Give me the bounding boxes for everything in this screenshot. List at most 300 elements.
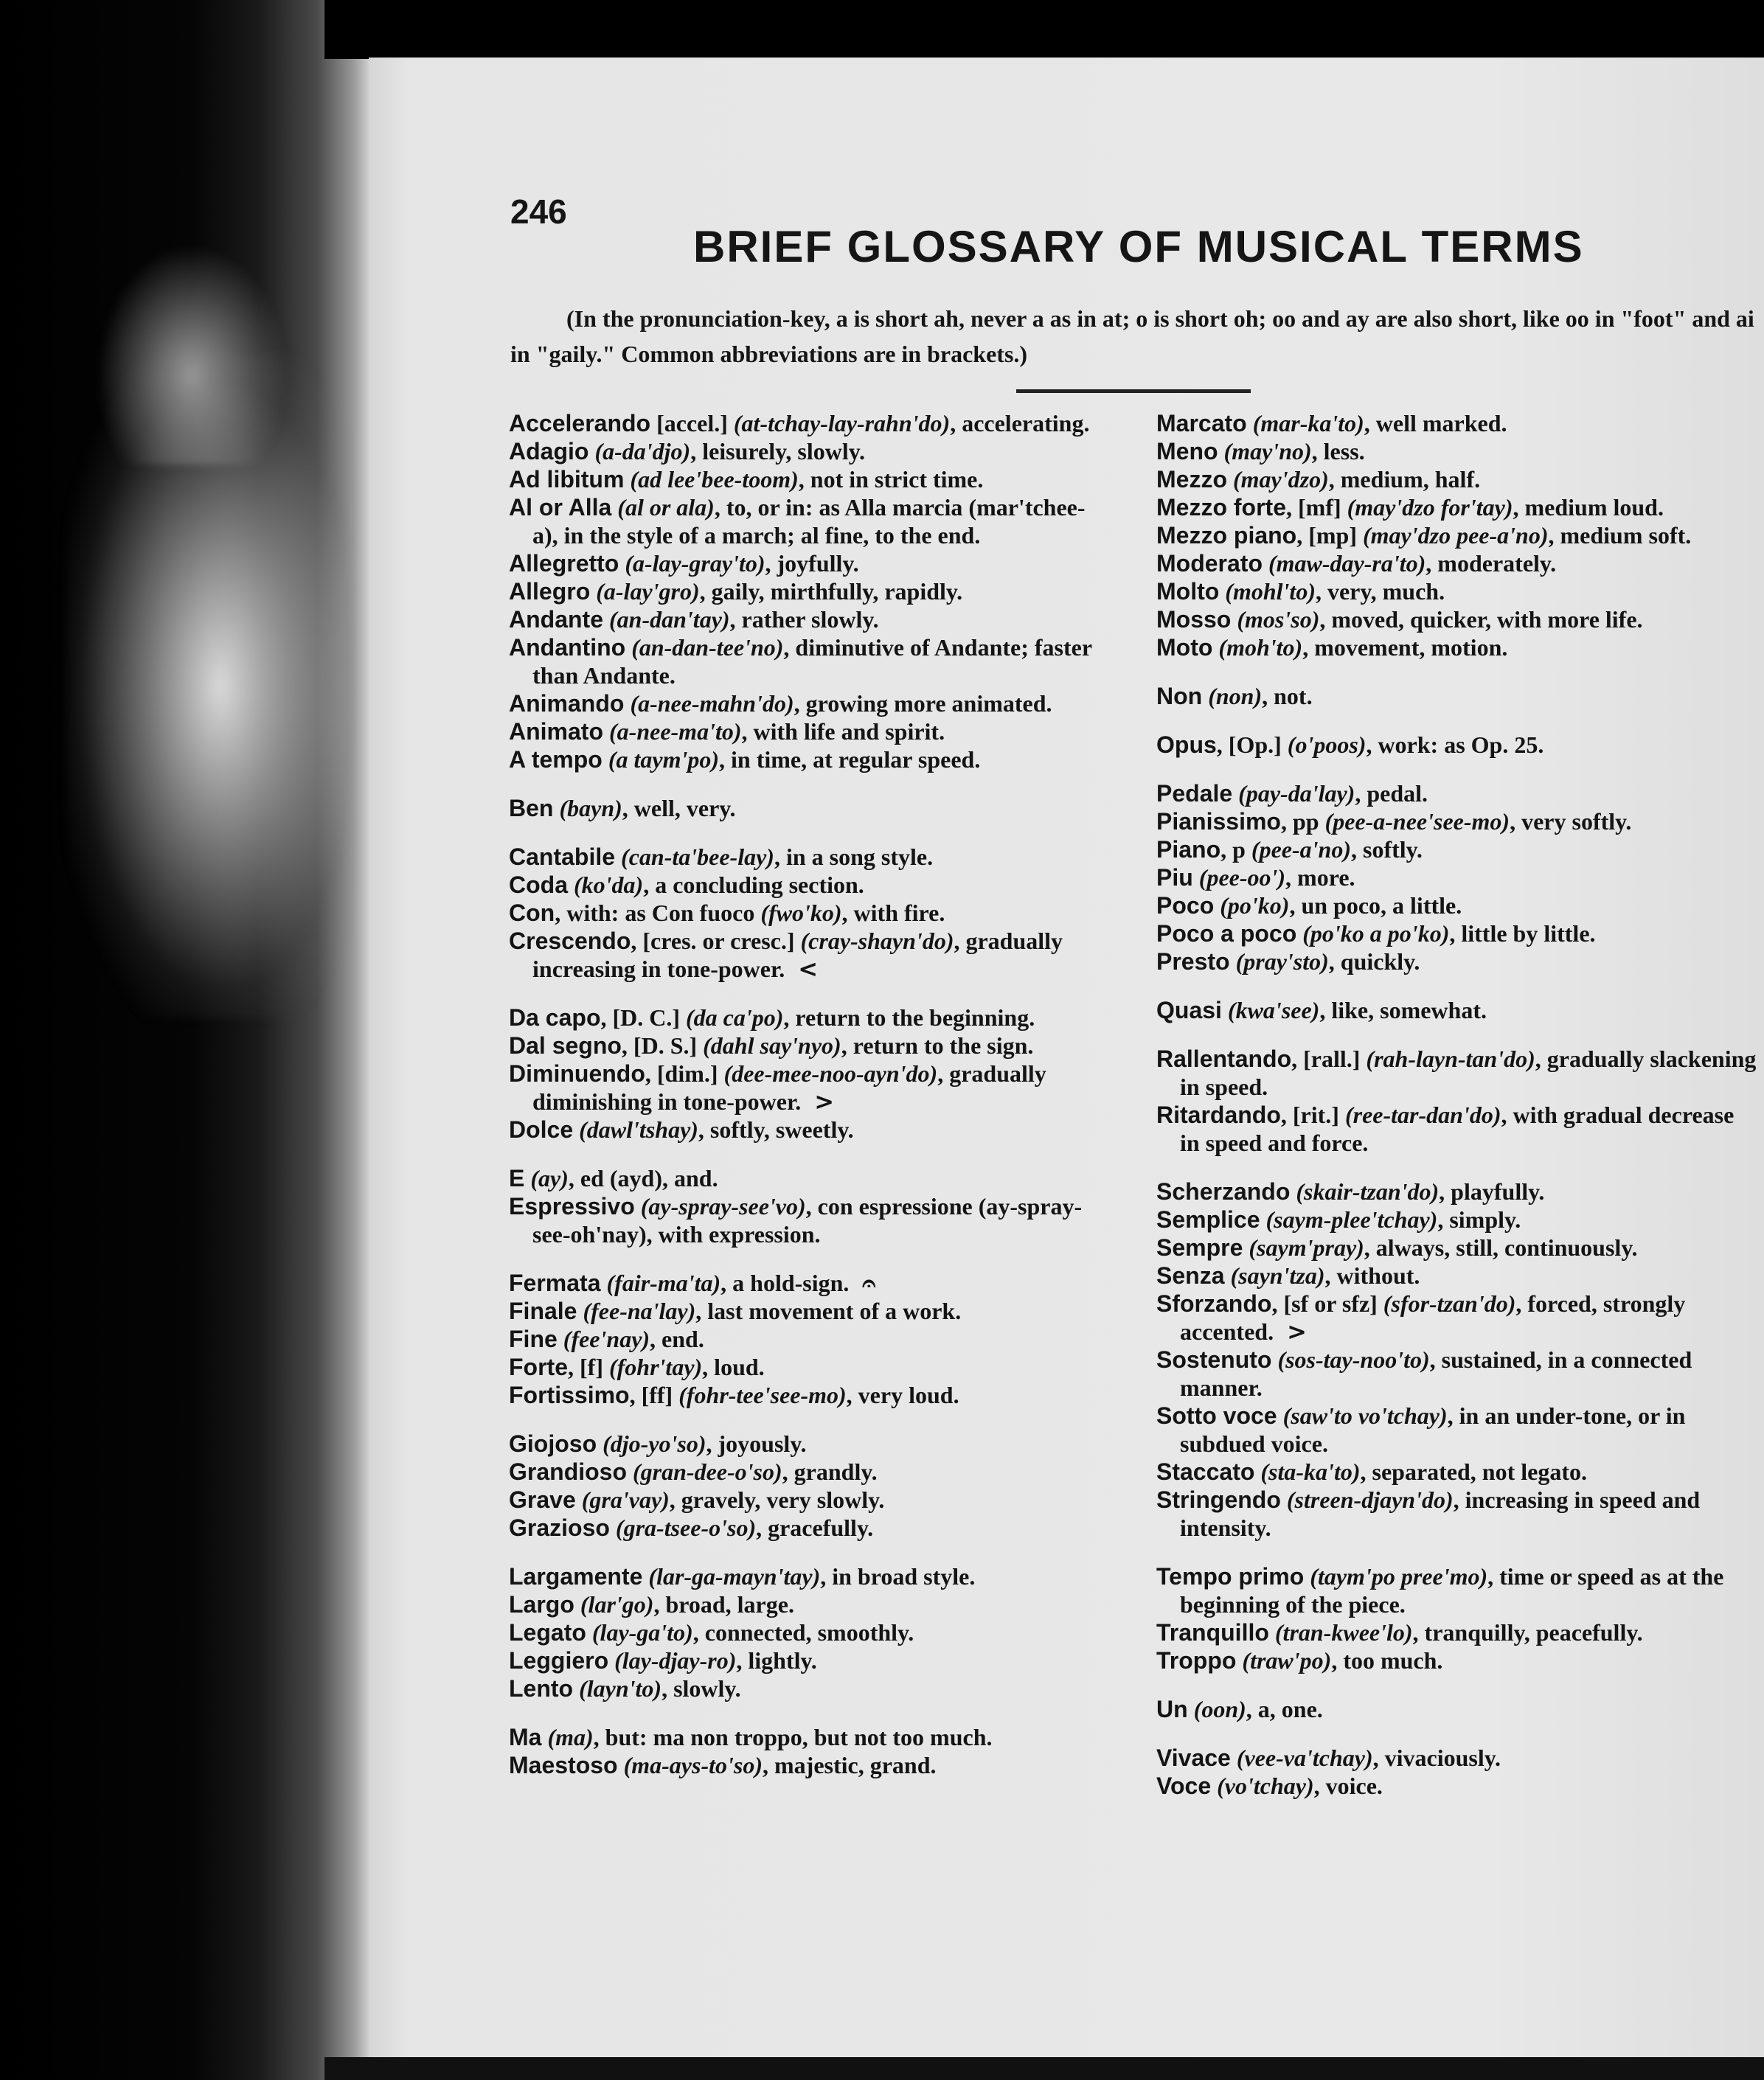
glossary-term: Finale (509, 1298, 577, 1324)
abbreviation (627, 1458, 633, 1485)
pronunciation: (vo'tchay) (1217, 1773, 1314, 1799)
definition: , more. (1285, 864, 1355, 891)
glossary-entry (509, 843, 1099, 871)
glossary-entry (509, 689, 1099, 717)
glossary-term: Ritardando (1156, 1102, 1281, 1128)
glossary-term: Scherzando (1156, 1178, 1291, 1205)
glossary-term: Moderato (1156, 550, 1263, 577)
glossary-term: Grave (509, 1486, 576, 1513)
glossary-entry (1156, 1486, 1757, 1542)
abbreviation: , [rit.] (1280, 1102, 1345, 1128)
pronunciation: (tran-kwee'lo) (1274, 1619, 1413, 1646)
notation-symbol: > (814, 1088, 835, 1116)
abbreviation (1230, 948, 1236, 975)
glossary-term: Dal segno (509, 1032, 622, 1059)
glossary-term: Espressivo (509, 1193, 635, 1220)
glossary-term: Sempre (1156, 1234, 1243, 1261)
glossary-entry (1156, 1646, 1757, 1674)
glossary-entry (509, 1060, 1099, 1116)
glossary-entry (509, 1486, 1099, 1514)
definition: , voice. (1313, 1773, 1383, 1799)
pronunciation: (pee-a-nee'see-mo) (1324, 808, 1510, 835)
pronunciation: (may'dzo pee-a'no) (1362, 522, 1549, 549)
abbreviation (1269, 1619, 1275, 1646)
definition: , gravely, very slowly. (669, 1486, 885, 1513)
glossary-term: Largo (509, 1591, 574, 1618)
glossary-term: Con (509, 900, 555, 926)
pronunciation: (cray-shayn'do) (800, 928, 954, 954)
glossary-entry (509, 1032, 1099, 1060)
abbreviation: , [D. S.] (621, 1032, 704, 1059)
glossary-term: Allegretto (509, 550, 619, 577)
pronunciation: (fwo'ko) (760, 900, 842, 926)
definition: , moderately. (1426, 550, 1557, 577)
abbreviation (610, 1514, 616, 1541)
glossary-entry (1156, 633, 1757, 661)
abbreviation (1231, 1745, 1237, 1771)
definition: , accelerating. (950, 410, 1090, 436)
pronunciation: (a-da'djo) (594, 438, 691, 465)
definition: , ed (ayd), and. (568, 1165, 718, 1192)
glossary-entry (1156, 1045, 1757, 1101)
glossary-term: Tranquillo (1156, 1619, 1269, 1646)
glossary-entry (509, 717, 1099, 745)
definition: , with gradual decrease in speed and force. (1180, 1102, 1735, 1156)
definition: , not. (1262, 683, 1313, 709)
definition: , forced, strongly accented. (1180, 1290, 1686, 1345)
page-number: 246 (510, 192, 567, 231)
pronunciation: (saw'to vo'tchay) (1282, 1402, 1448, 1429)
abbreviation: , [sf or sfz] (1271, 1290, 1383, 1317)
pronunciation: (pray'sto) (1235, 948, 1329, 975)
pronunciation: (may'dzo for'tay) (1347, 494, 1513, 521)
divider-rule (1016, 389, 1251, 393)
glossary-entry (1156, 863, 1757, 891)
definition: , majestic, grand. (763, 1752, 937, 1778)
glossary-term: Al or Alla (509, 494, 612, 521)
pronunciation: (moh'to) (1218, 634, 1303, 661)
pronunciation: (al or ala) (617, 494, 715, 521)
glossary-entry (1156, 835, 1757, 863)
definition: , work: as Op. 25. (1366, 731, 1544, 758)
definition: , quickly. (1328, 948, 1420, 975)
glossary-entry (1156, 731, 1757, 759)
abbreviation (618, 1752, 624, 1778)
scan-top-border (324, 0, 1764, 59)
definition: , gradually diminishing in tone-power. (532, 1060, 1046, 1115)
pronunciation: (a-nee-mahn'do) (630, 690, 794, 717)
abbreviation (608, 1647, 614, 1674)
abbreviation (568, 872, 574, 898)
definition: , always, still, continuously. (1364, 1234, 1638, 1261)
glossary-entry (509, 437, 1099, 465)
definition: , a hold-sign. (720, 1270, 850, 1296)
definition: , softly. (1350, 836, 1423, 863)
notation-symbol: < (798, 955, 819, 983)
glossary-entry (1156, 1458, 1757, 1486)
glossary-entry (509, 409, 1099, 437)
abbreviation: , [D. C.] (600, 1004, 687, 1031)
definition: , with life and spirit. (741, 718, 945, 745)
glossary-entry (1156, 577, 1757, 605)
abbreviation (1222, 997, 1228, 1023)
pronunciation: (dawl'tshay) (579, 1116, 698, 1143)
pronunciation: (fohr'tay) (608, 1354, 703, 1380)
pronunciation: (taym'po pree'mo) (1310, 1563, 1488, 1590)
abbreviation (615, 844, 621, 870)
pronunciation-key-note: (In the pronunciation-key, a is short ah, never a as in at; o is short oh; oo and ay are also short, like oo in "foot" and ai in "gaily." Common abbreviations are in brackets.) (510, 305, 1754, 367)
pronunciation: (po'ko a po'ko) (1302, 920, 1450, 947)
glossary-term: Maestoso (509, 1752, 618, 1778)
glossary-term: Semplice (1156, 1206, 1260, 1233)
glossary-entry (1156, 549, 1757, 577)
glossary-left-column (509, 409, 1099, 1779)
pronunciation: (djo-yo'so) (603, 1430, 706, 1457)
glossary-term: Animando (509, 690, 625, 717)
pronunciation: (oon) (1193, 1696, 1246, 1722)
glossary-entry (1156, 1695, 1757, 1723)
pronunciation: (pay-da'lay) (1238, 780, 1355, 807)
glossary-entry (509, 577, 1099, 605)
definition: , rather slowly. (729, 606, 879, 633)
definition: , very, much. (1315, 578, 1445, 605)
definition: , increasing in speed and intensity. (1180, 1486, 1701, 1541)
glossary-term: Un (1156, 1696, 1188, 1722)
glossary-entry (1156, 807, 1757, 835)
glossary-entry (509, 633, 1099, 689)
abbreviation (1218, 438, 1224, 465)
pronunciation: (mos'so) (1237, 606, 1320, 633)
glossary-term: Adagio (509, 438, 589, 465)
glossary-entry (509, 927, 1099, 983)
pronunciation: (a-nee-ma'to) (609, 718, 742, 745)
definition: , vivaciously. (1372, 1745, 1501, 1771)
pronunciation: (ree-tar-dan'do) (1344, 1102, 1501, 1128)
glossary-entry (509, 1381, 1099, 1409)
glossary-entry (509, 745, 1099, 773)
pronunciation: (o'poos) (1287, 731, 1367, 758)
definition: , connected, smoothly. (692, 1619, 914, 1646)
glossary-term: Sostenuto (1156, 1346, 1272, 1373)
glossary-term: Piu (1156, 864, 1193, 891)
definition: , growing more animated. (794, 690, 1052, 717)
abbreviation (635, 1193, 641, 1220)
glossary-term: Sforzando (1156, 1290, 1272, 1317)
pronunciation: (sos-tay-noo'to) (1277, 1346, 1430, 1373)
abbreviation (586, 1619, 592, 1646)
definition: , diminutive of Andante; faster than Andante. (532, 634, 1092, 689)
glossary-entry (1156, 465, 1757, 493)
glossary-term: Leggiero (509, 1647, 609, 1674)
definition: , leisurely, slowly. (690, 438, 865, 465)
pronunciation: (dee-mee-noo-ayn'do) (723, 1060, 938, 1087)
pronunciation: (fee'nay) (563, 1326, 650, 1352)
glossary-term: Sotto voce (1156, 1402, 1277, 1429)
glossary-entry (509, 465, 1099, 493)
glossary-entry (509, 1618, 1099, 1646)
definition: , tranquilly, peacefully. (1412, 1619, 1643, 1646)
definition: , moved, quicker, with more life. (1319, 606, 1643, 633)
glossary-term: Grandioso (509, 1458, 628, 1485)
glossary-entry (1156, 1290, 1757, 1346)
glossary-term: Piano (1156, 836, 1221, 863)
abbreviation (1188, 1696, 1194, 1722)
glossary-term: Poco a poco (1156, 920, 1297, 947)
pronunciation: (fee-na'lay) (583, 1298, 696, 1324)
glossary-term: Pianissimo (1156, 808, 1281, 835)
definition: , joyously. (706, 1430, 807, 1457)
definition: , in time, at regular speed. (719, 746, 981, 773)
glossary-term: E (509, 1165, 525, 1192)
glossary-term: Cantabile (509, 844, 616, 870)
definition: , gradually slackening in speed. (1180, 1046, 1757, 1100)
pronunciation: (da ca'po) (686, 1004, 784, 1031)
glossary-term: Da capo (509, 1004, 601, 1031)
pronunciation: (ma) (547, 1724, 594, 1750)
glossary-entry (1156, 779, 1757, 807)
glossary-term: Ben (509, 795, 554, 821)
glossary-term: Allegro (509, 578, 591, 605)
glossary-entry (509, 1674, 1099, 1702)
abbreviation (625, 634, 631, 661)
pronunciation: (a-lay'gro) (596, 578, 700, 605)
pronunciation: (may'dzo) (1233, 466, 1329, 493)
definition: , separated, not legato. (1360, 1458, 1587, 1485)
definition: , in broad style. (820, 1563, 976, 1590)
glossary-term: A tempo (509, 746, 603, 773)
abbreviation (601, 1270, 607, 1296)
glossary-term: Legato (509, 1619, 586, 1646)
glossary-term: Ma (509, 1724, 542, 1750)
glossary-term: Molto (1156, 578, 1220, 605)
definition: , in a song style. (774, 844, 934, 870)
glossary-entry (1156, 919, 1757, 947)
glossary-entry (509, 493, 1099, 549)
definition: , return to the sign. (841, 1032, 1034, 1059)
notation-symbol: 𝄐 (862, 1269, 876, 1297)
definition: , return to the beginning. (783, 1004, 1035, 1031)
abbreviation: , [mp] (1296, 522, 1363, 549)
glossary-term: Poco (1156, 892, 1215, 919)
glossary-entry (1156, 1772, 1757, 1800)
glossary-term: Stringendo (1156, 1486, 1281, 1513)
definition: , medium soft. (1548, 522, 1692, 549)
abbreviation: , [f] (568, 1354, 609, 1380)
abbreviation: , with: as Con fuoco (555, 900, 761, 926)
pronunciation: (lar-ga-mayn'tay) (648, 1563, 821, 1590)
pronunciation: (pee-oo') (1198, 864, 1286, 891)
definition: , but: ma non troppo, but not too much. (593, 1724, 993, 1750)
glossary-entry (1156, 1101, 1757, 1157)
definition: , simply. (1437, 1206, 1521, 1233)
abbreviation (574, 1591, 580, 1618)
pronunciation: (saym'pray) (1249, 1234, 1364, 1261)
definition: , movement, motion. (1302, 634, 1508, 661)
pronunciation: (sfor-tzan'do) (1383, 1290, 1516, 1317)
glossary-term: Presto (1156, 948, 1230, 975)
abbreviation (1260, 1206, 1266, 1233)
definition: , grandly. (782, 1458, 878, 1485)
glossary-term: Mezzo forte (1156, 494, 1286, 521)
glossary-entry (509, 1514, 1099, 1542)
pronunciation: (ad lee'bee-toom) (630, 466, 799, 493)
definition: , medium, half. (1328, 466, 1481, 493)
glossary-term: Animato (509, 718, 603, 745)
glossary-term: Ad libitum (509, 466, 625, 493)
glossary-entry (509, 1297, 1099, 1325)
pronunciation: (non) (1208, 683, 1263, 709)
glossary-entry (509, 1004, 1099, 1032)
glossary-term: Forte (509, 1354, 568, 1380)
glossary-entry (1156, 437, 1757, 465)
glossary-entry (1156, 1262, 1757, 1290)
abbreviation: , [rall.] (1291, 1046, 1367, 1072)
definition: , loud. (702, 1354, 765, 1380)
pronunciation: (ay) (530, 1165, 569, 1192)
scan-artifact-glare (66, 354, 347, 1018)
glossary-entry (1156, 605, 1757, 633)
glossary-term: Dolce (509, 1116, 574, 1143)
pronunciation: (may'no) (1223, 438, 1312, 465)
abbreviation (1247, 410, 1253, 436)
glossary-entry (509, 1751, 1099, 1779)
definition: , well marked. (1364, 410, 1507, 436)
glossary-entry (509, 549, 1099, 577)
pronunciation: (a-lay-gray'to) (625, 550, 765, 577)
definition: , softly, sweetly. (698, 1116, 854, 1143)
pronunciation: (rah-layn-tan'do) (1366, 1046, 1535, 1072)
pronunciation: (vee-va'tchay) (1236, 1745, 1373, 1771)
glossary-entry (1156, 1744, 1757, 1772)
notation-symbol: > (1287, 1318, 1307, 1346)
glossary-term: Senza (1156, 1262, 1225, 1289)
glossary-term: Andantino (509, 634, 626, 661)
pronunciation: (gran-dee-o'so) (633, 1458, 782, 1485)
abbreviation: , [cres. or cresc.] (631, 928, 801, 954)
abbreviation (1202, 683, 1208, 709)
abbreviation (603, 746, 608, 773)
glossary-term: Moto (1156, 634, 1213, 661)
glossary-term: Troppo (1156, 1647, 1237, 1674)
glossary-entry (509, 1562, 1099, 1590)
glossary-term: Grazioso (509, 1514, 610, 1541)
pronunciation: (layn'to) (579, 1675, 662, 1702)
pronunciation: (ay-spray-see'vo) (640, 1193, 806, 1220)
abbreviation (1281, 1486, 1287, 1513)
pronunciation: (skair-tzan'do) (1296, 1178, 1440, 1205)
definition: , too much. (1331, 1647, 1443, 1674)
definition: , without. (1324, 1262, 1420, 1289)
abbreviation (603, 606, 609, 633)
glossary-term: Giojoso (509, 1430, 597, 1457)
definition: , joyfully. (765, 550, 859, 577)
glossary-entry (509, 1723, 1099, 1751)
glossary-term: Mezzo piano (1156, 522, 1297, 549)
pronunciation: (a taym'po) (608, 746, 719, 773)
glossary-term: Meno (1156, 438, 1218, 465)
pronunciation: (streen-djayn'do) (1286, 1486, 1454, 1513)
definition: , to, or in: as Alla marcia (mar'tchee-a), in the style of a march; al fine, to the end. (532, 494, 1086, 549)
abbreviation (573, 1116, 579, 1143)
abbreviation: , [dim.] (645, 1060, 724, 1087)
definition: , gracefully. (756, 1514, 874, 1541)
pronunciation: (pee-a'no) (1251, 836, 1351, 863)
pronunciation: (kwa'see) (1227, 997, 1320, 1023)
glossary-entry (509, 1353, 1099, 1381)
pronunciation: (traw'po) (1242, 1647, 1332, 1674)
definition: , con espressione (ay-spray-see-oh'nay), with expression. (532, 1193, 1083, 1248)
glossary-right-column (1156, 409, 1757, 1800)
definition: , little by little. (1449, 920, 1596, 947)
glossary-term: Accelerando (509, 410, 651, 436)
glossary-entry (509, 1192, 1099, 1248)
pronunciation: (lar'go) (580, 1591, 654, 1618)
pronunciation: (gra'vay) (581, 1486, 670, 1513)
pronunciation: (ma-ays-to'so) (623, 1752, 763, 1778)
glossary-term: Lento (509, 1675, 574, 1702)
glossary-term: Pedale (1156, 780, 1233, 807)
pronunciation: (sta-ka'to) (1260, 1458, 1361, 1485)
glossary-term: Mezzo (1156, 466, 1227, 493)
definition: , a concluding section. (643, 872, 864, 898)
glossary-entry (509, 1164, 1099, 1192)
definition: , gaily, mirthfully, rapidly. (699, 578, 963, 605)
glossary-entry (1156, 1346, 1757, 1402)
glossary-entry (509, 1325, 1099, 1353)
abbreviation (1193, 864, 1199, 891)
glossary-entry (509, 1458, 1099, 1486)
pronunciation: (sayn'tza) (1230, 1262, 1325, 1289)
abbreviation: , [ff] (629, 1382, 679, 1408)
abbreviation: , p (1220, 836, 1251, 863)
glossary-term: Vivace (1156, 1745, 1231, 1771)
glossary-term: Fortissimo (509, 1382, 630, 1408)
glossary-entry (1156, 1618, 1757, 1646)
abbreviation (603, 718, 609, 745)
glossary-term: Tempo primo (1156, 1563, 1305, 1590)
glossary-term: Diminuendo (509, 1060, 645, 1087)
glossary-term: Mosso (1156, 606, 1232, 633)
glossary-term: Fine (509, 1326, 558, 1352)
glossary-entry (1156, 1402, 1757, 1458)
definition: , gradually increasing in tone-power. (532, 928, 1063, 982)
glossary-term: Andante (509, 606, 603, 633)
pronunciation: (mohl'to) (1225, 578, 1316, 605)
definition: , with fire. (841, 900, 945, 926)
glossary-entry (1156, 682, 1757, 710)
definition: , less. (1311, 438, 1365, 465)
glossary-term: Largamente (509, 1563, 643, 1590)
abbreviation (1277, 1402, 1283, 1429)
abbreviation (1263, 550, 1268, 577)
abbreviation: , pp (1280, 808, 1325, 835)
abbreviation (1232, 780, 1238, 807)
glossary-entry (1156, 1206, 1757, 1234)
glossary-entry (1156, 996, 1757, 1024)
pronunciation: (an-dan'tay) (609, 606, 730, 633)
abbreviation (558, 1326, 563, 1352)
abbreviation (597, 1430, 603, 1457)
abbreviation (573, 1675, 579, 1702)
pronunciation: (mar-ka'to) (1252, 410, 1364, 436)
glossary-term: Voce (1156, 1773, 1212, 1799)
definition: , very softly. (1510, 808, 1632, 835)
pronunciation: (ko'da) (574, 872, 644, 898)
glossary-entry (509, 794, 1099, 822)
definition: , playfully. (1439, 1178, 1545, 1205)
page-title: BRIEF GLOSSARY OF MUSICAL TERMS (693, 222, 1584, 271)
abbreviation: [accel.] (650, 410, 734, 436)
